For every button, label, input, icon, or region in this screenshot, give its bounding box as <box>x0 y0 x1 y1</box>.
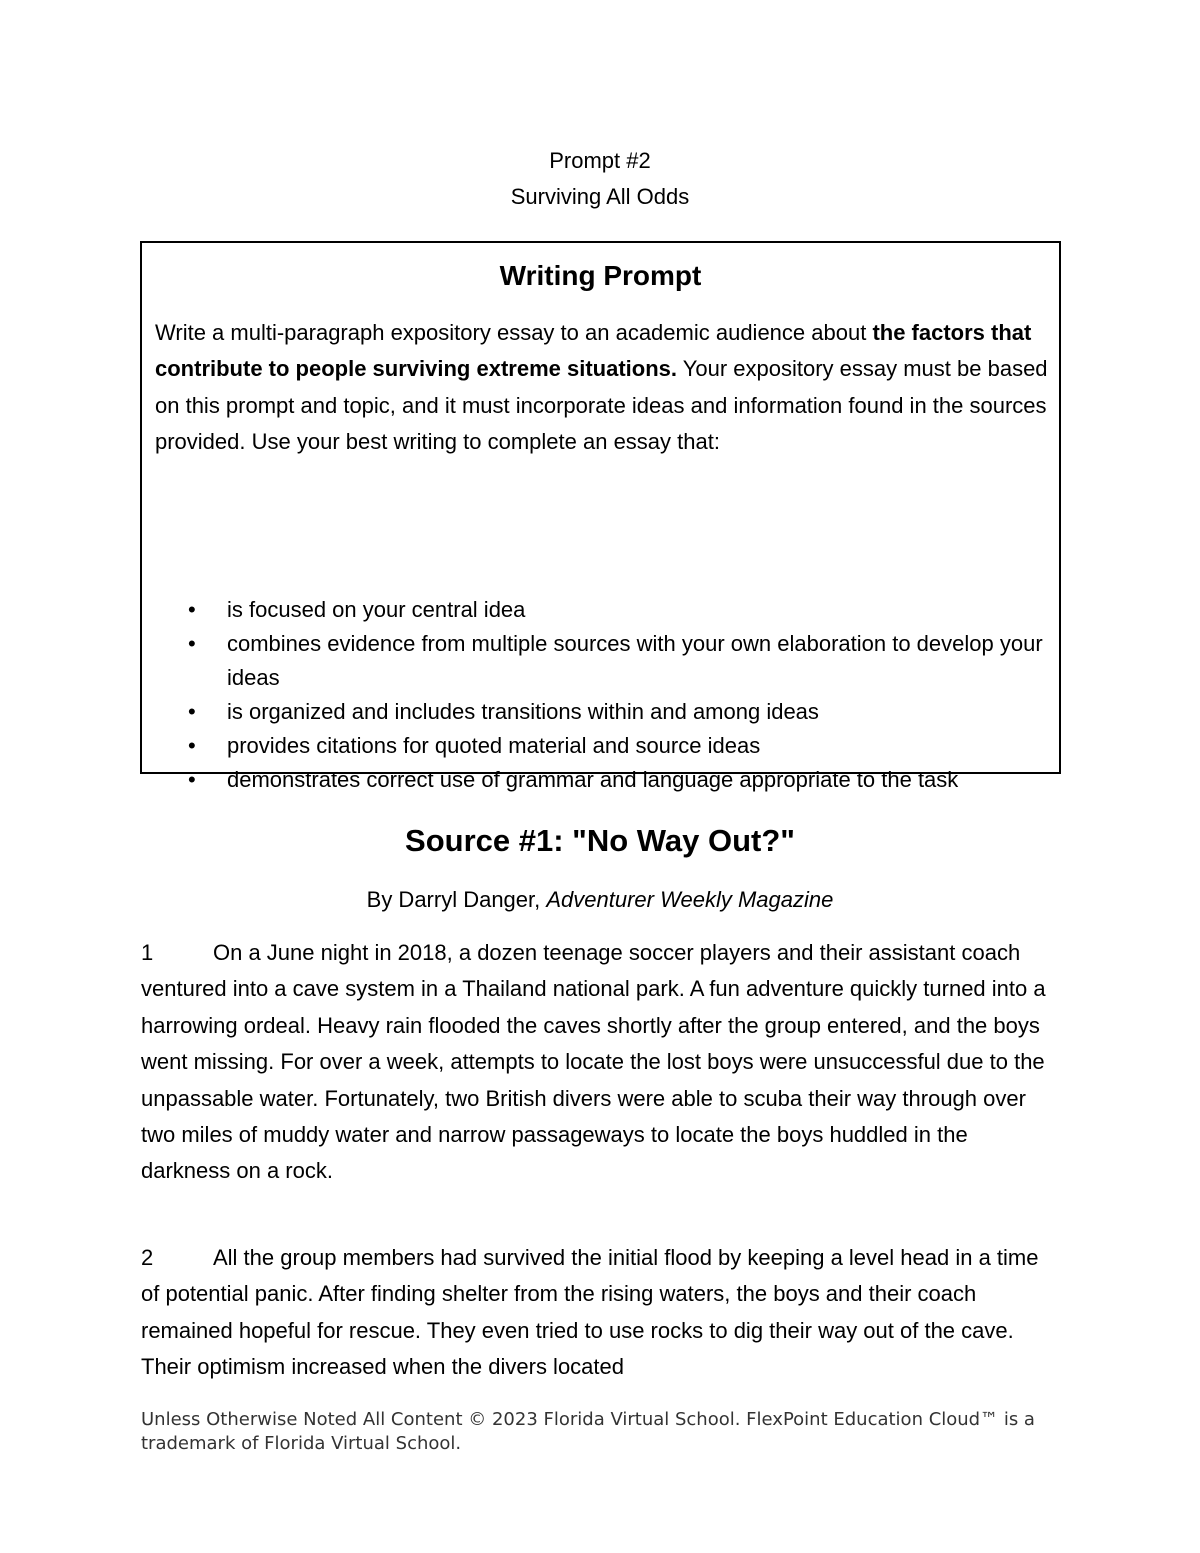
writing-prompt-body <box>155 315 1055 792</box>
intro-bold-topic: the factors that contribute to people surviving extreme situations. <box>155 320 1032 382</box>
list-item-text: is organized and includes transitions within and among ideas <box>227 699 819 724</box>
paragraph-number: 1 <box>141 940 154 965</box>
bullet-icon: • <box>188 699 196 724</box>
list-item <box>155 593 1055 627</box>
list-item-text: is focused on your central idea <box>227 597 526 622</box>
intro-text-continued: Your expository essay must be based on this prompt and topic, and it must incorporate ideas and information found in the sources provided. Use your best writing to complete an essay that: <box>155 356 1048 455</box>
writing-prompt-box <box>140 241 1061 792</box>
bullet-icon: • <box>188 631 196 656</box>
list-item <box>155 627 1055 695</box>
bullet-icon: • <box>188 733 196 758</box>
list-item <box>155 695 1055 729</box>
intro-text: Write a multi-paragraph expository essay to an academic audience about <box>155 320 873 345</box>
source-title: Source #1: "No Way Out?" <box>405 823 795 858</box>
prompt-number: Prompt #2 <box>549 148 651 173</box>
byline-publication: Adventurer Weekly Magazine <box>546 887 834 912</box>
list-item-text: provides citations for quoted material and source ideas <box>227 733 761 758</box>
list-item <box>155 729 1055 763</box>
bullet-icon: • <box>188 767 196 792</box>
prompt-title: Surviving All Odds <box>510 184 690 209</box>
list-item <box>155 763 1055 797</box>
essay-requirements-list <box>155 593 1055 797</box>
writing-prompt-heading: Writing Prompt <box>499 260 702 291</box>
source-paragraph <box>141 935 1056 1190</box>
list-item-text: combines evidence from multiple sources with your own elaboration to develop your ideas <box>227 631 1043 690</box>
paragraph-text: On a June night in 2018, a dozen teenage soccer players and their assistant coach ventured into a cave system in a Thailand national park. A fun adventure quickly turned into a harrowing ordeal. Heavy rain flooded the caves shortly after the group entered, and the boys went missing. For over a week, attempts to locate the lost boys were unsuccessful due to the unpassable water. Fortunately, two British divers were able to scuba their way through over two miles of muddy water and narrow passageways to locate the boys huddled in the darkness on a rock. <box>141 940 1046 1184</box>
bullet-icon: • <box>188 597 196 622</box>
list-item-text: demonstrates correct use of grammar and language appropriate to the task <box>227 767 959 792</box>
writing-prompt-intro <box>155 315 1055 461</box>
paragraph-number: 2 <box>141 1245 154 1270</box>
copyright-footer: Unless Otherwise Noted All Content © 2023 Florida Virtual School. FlexPoint Education Cloud™ is a trademark of Florida Virtual School. <box>141 1409 1035 1454</box>
byline-author: By Darryl Danger, <box>366 887 547 912</box>
paragraph-text: All the group members had survived the initial flood by keeping a level head in a time of potential panic. After finding shelter from the rising waters, the boys and their coach remained hopeful for rescue. They even tried to use rocks to dig their way out of the cave. Their optimism increased when the divers located <box>141 1245 1039 1380</box>
source-paragraph <box>141 1240 1056 1386</box>
source-byline <box>0 885 1200 915</box>
